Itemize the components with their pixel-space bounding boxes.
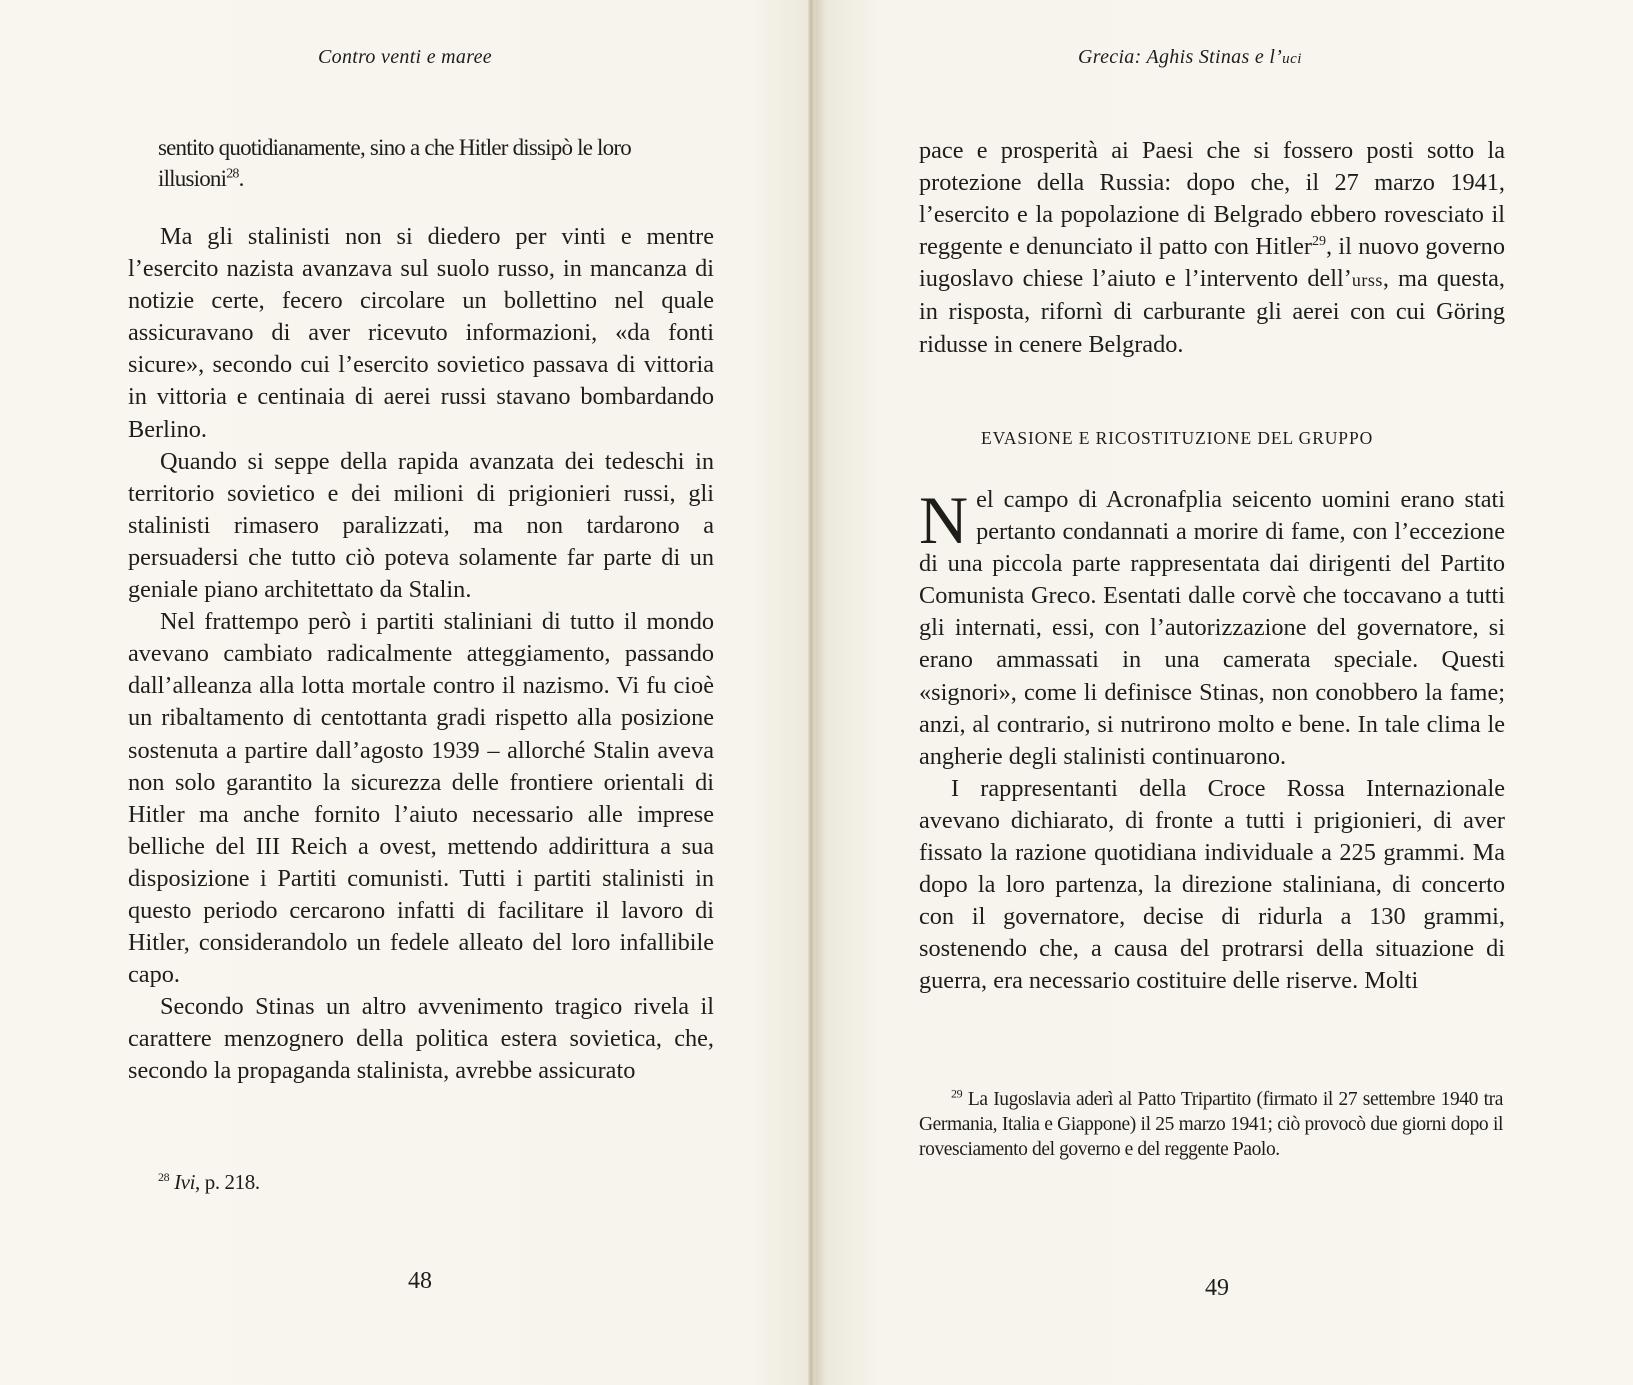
right-body-text	[919, 484, 1505, 998]
left-footnote: $^{28}$ Ivi, p. 218.	[158, 1170, 260, 1194]
drop-cap: N	[919, 482, 969, 558]
footnote-ref-italic: Ivi	[174, 1170, 196, 1194]
right-carryover-text	[919, 135, 1505, 361]
page-number-left: 48	[408, 1268, 432, 1294]
carryover-line-2: illusioni$^{28}$.	[158, 166, 244, 191]
right-footnote: $^{29}$ La Iugoslavia aderì al Patto Tripartito (firmato il 27 settembre 1940 tra Germania, Italia e Giappone) il 25 marzo 1941; ciò provocò due giorni dopo il rovesciamento del governo e del reggente Paolo.	[919, 1086, 1503, 1160]
footnote-marker: 29	[951, 1086, 963, 1101]
body-paragraph: Nel campo di Acronafplia seicento uomini erano stati pertanto condannati a morire di fame, con l’eccezione di una piccola parte rappresentata dai dirigenti del Partito Comunista Greco. Esentati dalle corvè che toccavano a tutti gli internati, essi, con l’autorizzazione del governatore, si erano ammassati in una camerata speciale. Questi «signori», come li definisce Stinas, non conobbero la fame; anzi, al contrario, si nutrirono molto e bene. In tale clima le angherie degli stalinisti continuarono.	[919, 482, 1505, 770]
body-paragraph: Secondo Stinas un altro avvenimento tragico rivela il carattere menzognero della politica estera sovietica, che, secondo la propaganda stalinista, avrebbe assicurato	[128, 993, 714, 1085]
page-number-right: 49	[1205, 1275, 1229, 1301]
footnote-ref-29: 29	[1311, 234, 1326, 250]
footnote-ref-28: 28	[226, 166, 239, 182]
body-paragraph: Ma gli stalinisti non si diedero per vinti e mentre l’esercito nazista avanzava sul suolo russo, in mancanza di notizie certe, fecero circolare un bollettino nel quale assicuravano di aver ricevuto informazioni, «da fonti sicure», secondo cui l’esercito sovietico passava di vittoria in vittoria e centinaia di aerei russi stavano bombardando Berlino.	[128, 223, 714, 443]
left-running-head: Contro venti e maree	[318, 46, 492, 68]
left-body-text	[128, 221, 714, 1088]
left-page	[0, 0, 808, 1385]
carryover-line-1: sentito quotidianamente, sino a che Hitler dissipò le loro	[158, 135, 631, 160]
body-paragraph: Nel frattempo però i partiti staliniani di tutto il mondo avevano cambiato radicalmente atteggiamento, passando dall’alleanza alla lotta mortale contro il nazismo. Vi fu cioè un ribaltamento di centottanta gradi rispetto alla posizione sostenuta a partire dall’agosto 1939 – allorché Stalin aveva non solo garantito la sicurezza delle frontiere orientali di Hitler ma anche fornito l’aiuto necessario alle imprese belliche del III Reich a ovest, mettendo addirittura a sua disposizione i Partiti comunisti. Tutti i partiti stalinisti in questo periodo cercarono infatti di facilitare il lavoro di Hitler, considerandolo un fedele alleato del loro infallibile capo.	[128, 608, 714, 989]
footnote-marker: 28	[158, 1170, 170, 1184]
body-paragraph: Quando si seppe della rapida avanzata dei tedeschi in territorio sovietico e dei milioni di prigionieri russi, gli stalinisti rimasero paralizzati, ma non tardarono a persuadersi che tutto ciò poteva solamente far parte di un geniale piano architettato da Stalin.	[128, 447, 714, 604]
left-carryover-text	[158, 132, 718, 194]
right-page	[814, 0, 1633, 1385]
body-paragraph: I rappresentanti della Croce Rossa Internazionale avevano dichiarato, di fronte a tutti i prigionieri, di aver fissato la razione quotidiana individuale a 225 grammi. Ma dopo la loro partenza, la direzione staliniana, di concerto con il governatore, decise di ridurla a 130 grammi, sostenendo che, a causa del protrarsi della situazione di guerra, era necessario costituire delle riserve. Molti	[919, 774, 1505, 995]
body-paragraph: pace e prosperità ai Paesi che si fossero posti sotto la protezione della Russia: dopo che, il 27 marzo 1941, l’esercito e la popolazione di Belgrado ebbero rovesciato il reggente e denunciato il patto con Hitler$^{29}$, il nuovo governo iugoslavo chiese l’aiuto e l’intervento dell’urss, ma questa, in risposta, rifornì di carburante gli aerei con cui Göring ridusse in cenere Belgrado.	[919, 137, 1505, 358]
right-running-head: Grecia: Aghis Stinas e l’uci	[1078, 46, 1302, 68]
section-heading: EVASIONE E RICOSTITUZIONE DEL GRUPPO	[981, 428, 1374, 448]
